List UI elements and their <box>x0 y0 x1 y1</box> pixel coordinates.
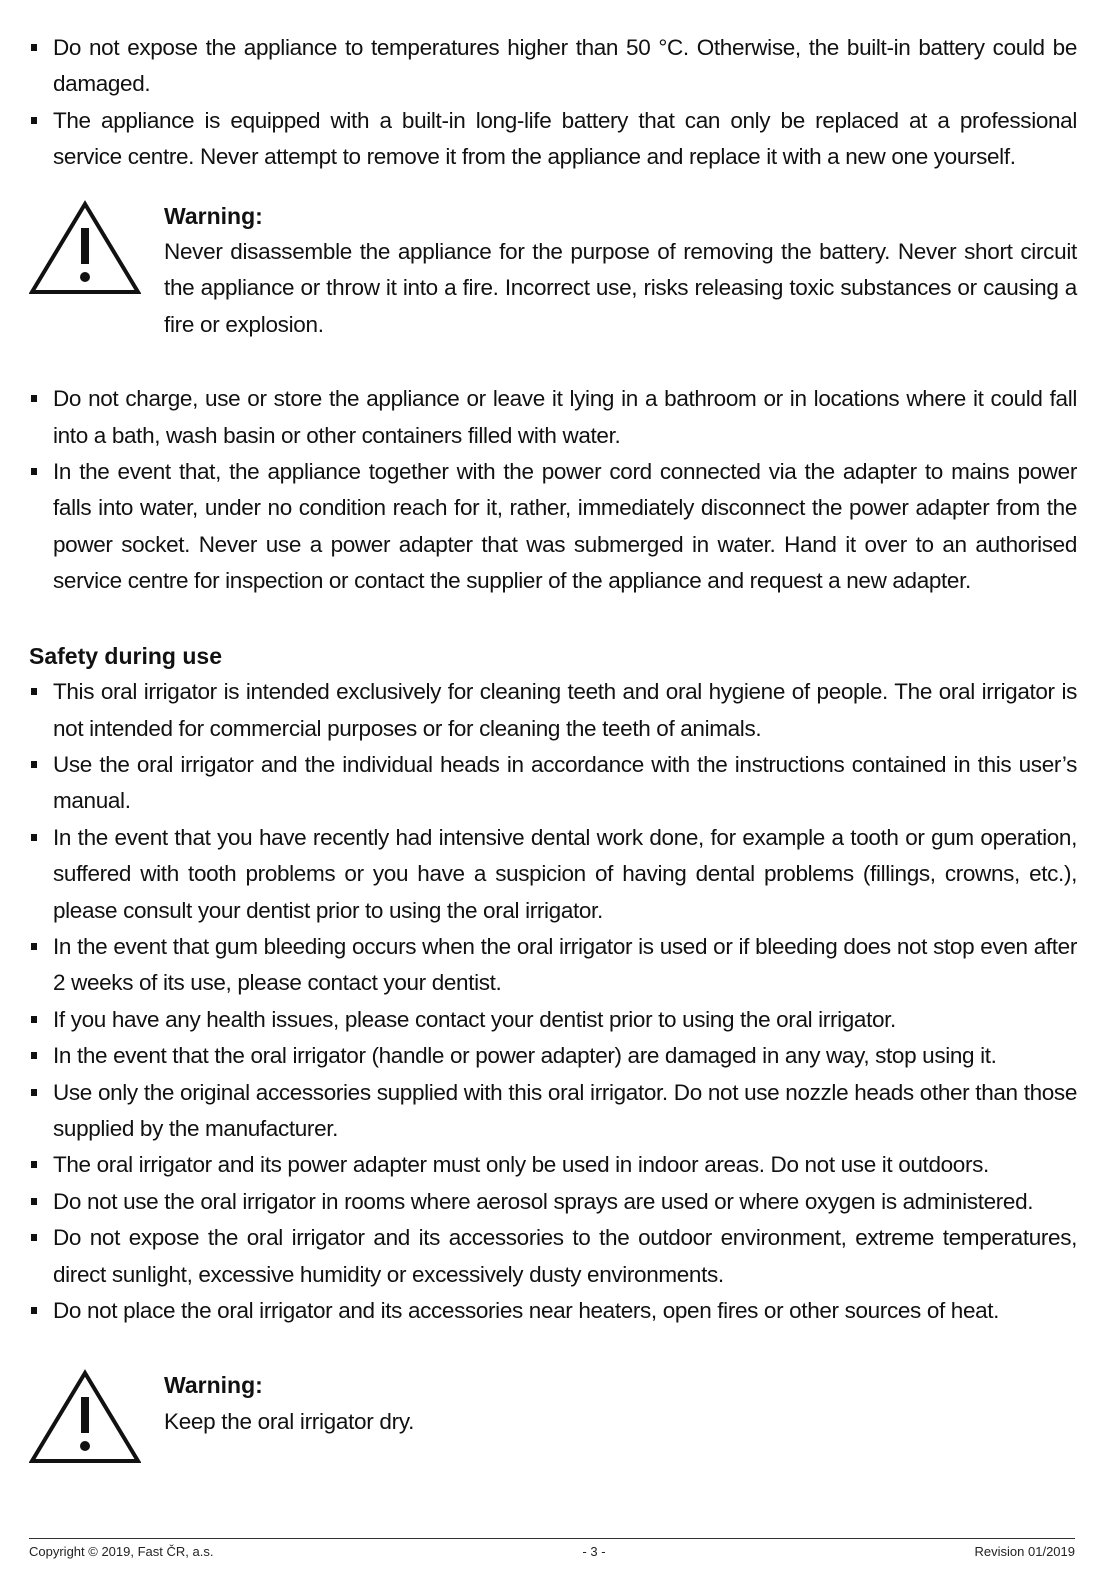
revision-text: Revision 01/2019 <box>974 1544 1075 1559</box>
list-item: In the event that you have recently had intensive dental work done, for example a tooth or gum operation, suffered with tooth problems or you have a suspicion of having dental problems (fillings, crowns, etc.), please consult your dentist prior to using the oral irrigator. <box>29 820 1077 929</box>
warning-box-battery <box>29 198 1077 344</box>
list-item: Use only the original accessories supplied with this oral irrigator. Do not use nozzle heads other than those supplied by the manufacturer. <box>29 1075 1077 1148</box>
list-item: Do not use the oral irrigator in rooms where aerosol sprays are used or where oxygen is administered. <box>29 1184 1077 1220</box>
middle-bullet-list <box>29 381 1077 599</box>
list-item: In the event that the oral irrigator (handle or power adapter) are damaged in any way, stop using it. <box>29 1038 1077 1074</box>
page-number: - 3 - <box>582 1544 606 1559</box>
list-item: The appliance is equipped with a built-in long-life battery that can only be replaced at a professional service centre. Never attempt to remove it from the appliance and replace it with a new one yourself. <box>29 103 1077 176</box>
page-footer <box>29 1538 1075 1559</box>
list-item: Do not expose the appliance to temperatures higher than 50 °C. Otherwise, the built-in battery could be damaged. <box>29 30 1077 103</box>
warning-title: Warning: <box>164 1372 263 1399</box>
warning-text: Never disassemble the appliance for the purpose of removing the battery. Never short circuit the appliance or throw it into a fire. Incorrect use, risks releasing toxic substances or causing a fire or explosion. <box>164 239 1077 337</box>
document-page <box>29 30 1077 1487</box>
list-item: Do not place the oral irrigator and its accessories near heaters, open fires or other sources of heat. <box>29 1293 1077 1329</box>
list-item: Use the oral irrigator and the individual heads in accordance with the instructions contained in this user’s manual. <box>29 747 1077 820</box>
warning-box-dry <box>29 1367 1077 1487</box>
list-item: If you have any health issues, please contact your dentist prior to using the oral irrigator. <box>29 1002 1077 1038</box>
list-item: The oral irrigator and its power adapter must only be used in indoor areas. Do not use it outdoors. <box>29 1147 1077 1183</box>
list-item: In the event that gum bleeding occurs when the oral irrigator is used or if bleeding does not stop even after 2 weeks of its use, please contact your dentist. <box>29 929 1077 1002</box>
list-item: Do not charge, use or store the appliance or leave it lying in a bathroom or in locations where it could fall into a bath, wash basin or other containers filled with water. <box>29 381 1077 454</box>
list-item: Do not expose the oral irrigator and its accessories to the outdoor environment, extreme temperatures, direct sunlight, excessive humidity or excessively dusty environments. <box>29 1220 1077 1293</box>
list-item: This oral irrigator is intended exclusively for cleaning teeth and oral hygiene of people. The oral irrigator is not intended for commercial purposes or for cleaning the teeth of animals. <box>29 674 1077 747</box>
warning-text: Keep the oral irrigator dry. <box>164 1408 415 1434</box>
top-bullet-list <box>29 30 1077 176</box>
list-item: In the event that, the appliance together with the power cord connected via the adapter to mains power falls into water, under no condition reach for it, rather, immediately disconnect the power adapter from the power socket. Never use a power adapter that was submerged in water. Hand it over to an authorised service centre for inspection or contact the supplier of the appliance and request a new adapter. <box>29 454 1077 600</box>
safety-bullet-list <box>29 674 1077 1329</box>
warning-title: Warning: <box>164 202 263 229</box>
warning-triangle-icon <box>29 200 141 296</box>
section-title-safety: Safety during use <box>29 642 222 669</box>
copyright-text: Copyright © 2019, Fast ČR, a.s. <box>29 1544 214 1559</box>
warning-triangle-icon <box>29 1369 141 1465</box>
